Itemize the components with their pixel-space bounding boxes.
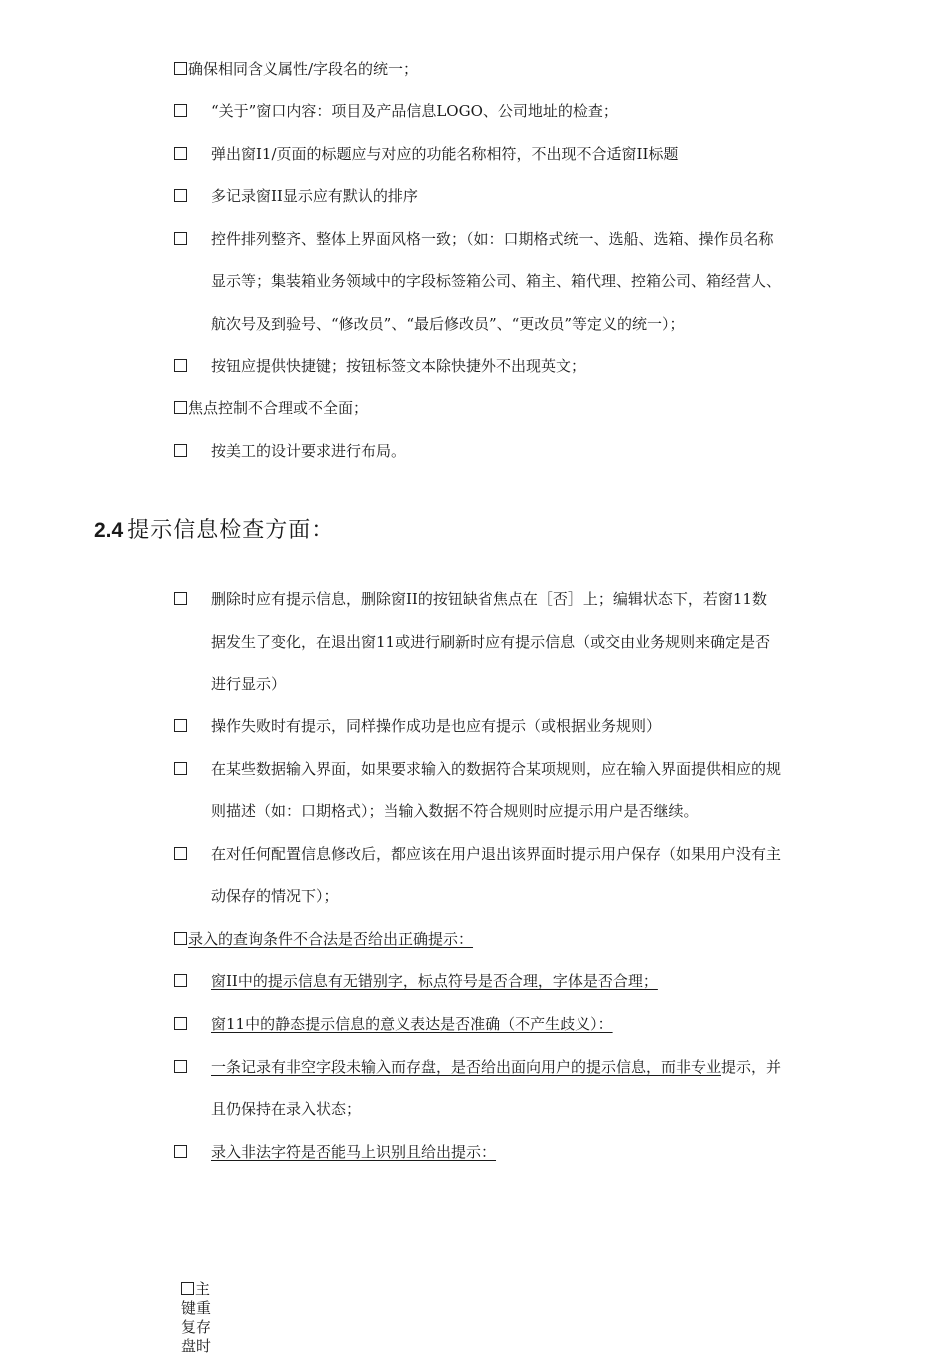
checkbox-icon: [174, 147, 187, 160]
fragment-line: 键重: [181, 1299, 212, 1317]
item-text: 按钮应提供快捷键；按钮标签文本除快捷外不出现英文；: [211, 357, 587, 375]
checkbox-icon: [174, 1017, 187, 1030]
checkbox-icon: [174, 592, 187, 605]
checklist-item: [174, 1014, 188, 1034]
checklist-item: [174, 929, 473, 949]
item-text-underlined: 一条记录有非空字段未输入而存盘，是否给出面向用户的提示信息，而非专业: [211, 1058, 722, 1076]
checklist-item: [174, 356, 188, 376]
checklist-item: [174, 1142, 188, 1162]
item-text: 在对任何配置信息修改后，都应该在用户退出该界面时提示用户保存（如果用户没有主: [211, 845, 782, 863]
checklist-item: [174, 844, 188, 864]
item-text: 录入非法字符是否能马上识别且给出提示：: [211, 1143, 497, 1161]
checkbox-icon: [174, 104, 187, 117]
item-text-continued: 且仍保持在录入状态；: [211, 1100, 362, 1118]
checklist-item: [174, 398, 368, 418]
item-text: 焦点控制不合理或不全面；: [188, 399, 369, 417]
item-text-continued: 动保存的情况下）；: [211, 887, 339, 905]
checkbox-icon: [174, 444, 187, 457]
fragment-line: 盘时: [181, 1337, 212, 1355]
checkbox-icon: [174, 932, 187, 945]
item-text: 录入的查询条件不合法是否给出正确提示：: [188, 930, 474, 948]
checklist-item: [174, 101, 188, 121]
section-title: 提示信息检查方面：: [127, 518, 335, 543]
item-text: 按美工的设计要求进行布局。: [211, 442, 407, 460]
checkbox-icon: [174, 359, 187, 372]
item-text-continued: 显示等；集装箱业务领域中的字段标签箱公司、箱主、箱代理、控箱公司、箱经营人、: [211, 272, 782, 290]
item-text: 弹出窗I1/页面的标题应与对应的功能名称相符，不出现不合适窗II标题: [211, 145, 679, 163]
checklist-item: [174, 144, 188, 164]
fragment-line: 主: [181, 1279, 210, 1299]
item-text-continued: 据发生了变化，在退出窗11或进行刷新时应有提示信息（或交由业务规则来确定是否: [211, 633, 771, 651]
checklist-item: [174, 716, 188, 736]
item-text: 在某些数据输入界面，如果要求输入的数据符合某项规则，应在输入界面提供相应的规: [211, 760, 782, 778]
item-text-continued: 则描述（如：口期格式）；当输入数据不符合规则时应提示用户是否继续。: [211, 802, 699, 820]
checkbox-icon: [174, 62, 187, 75]
fragment-line: 复存: [181, 1318, 212, 1336]
checkbox-icon: [174, 1060, 187, 1073]
item-text: [211, 1057, 781, 1077]
checklist-item: [174, 441, 188, 461]
section-number: 2.4: [94, 519, 124, 542]
item-text: 删除时应有提示信息，删除窗II的按钮缺省焦点在［否］上；编辑状态下，若窗11数: [211, 590, 767, 608]
checkbox-icon: [174, 847, 187, 860]
item-text: 窗11中的静态提示信息的意义表达是否准确（不产生歧义）：: [211, 1015, 613, 1033]
checklist-item: [174, 229, 188, 249]
checkbox-icon: [174, 719, 187, 732]
item-text: “关于”窗口内容：项目及产品信息LOGO、公司地址的检查；: [211, 102, 618, 120]
item-text-plain: 提示，并: [721, 1058, 782, 1076]
item-text-continued: 航次号及到验号、“修改员”、“最后修改员”、“更改员”等定义的统一）；: [211, 315, 685, 333]
item-text: 多记录窗II显示应有默认的排序: [211, 187, 418, 205]
checkbox-icon: [174, 189, 187, 202]
checklist-item: [174, 59, 418, 79]
checkbox-icon: [174, 1145, 187, 1158]
item-text-continued: 进行显示）: [211, 675, 287, 693]
checkbox-icon: [181, 1282, 194, 1295]
checklist-item: [174, 589, 188, 609]
checklist-item: [174, 1057, 188, 1077]
item-text: 确保相同含义属性/字段名的统一；: [188, 60, 419, 78]
item-text: 操作失败时有提示，同样操作成功是也应有提示（或根据业务规则）: [211, 717, 662, 735]
item-text: 窗II中的提示信息有无错别字，标点符号是否合理，字体是否合理；: [211, 972, 658, 990]
section-heading: [94, 516, 334, 546]
checkbox-icon: [174, 232, 187, 245]
checkbox-icon: [174, 762, 187, 775]
checkbox-icon: [174, 974, 187, 987]
item-text: 控件排列整齐、整体上界面风格一致；（如：口期格式统一、选船、选箱、操作员名称: [211, 230, 774, 248]
checklist-item: [174, 971, 188, 991]
checklist-item: [174, 186, 188, 206]
checklist-item: [174, 759, 188, 779]
checkbox-icon: [174, 401, 187, 414]
